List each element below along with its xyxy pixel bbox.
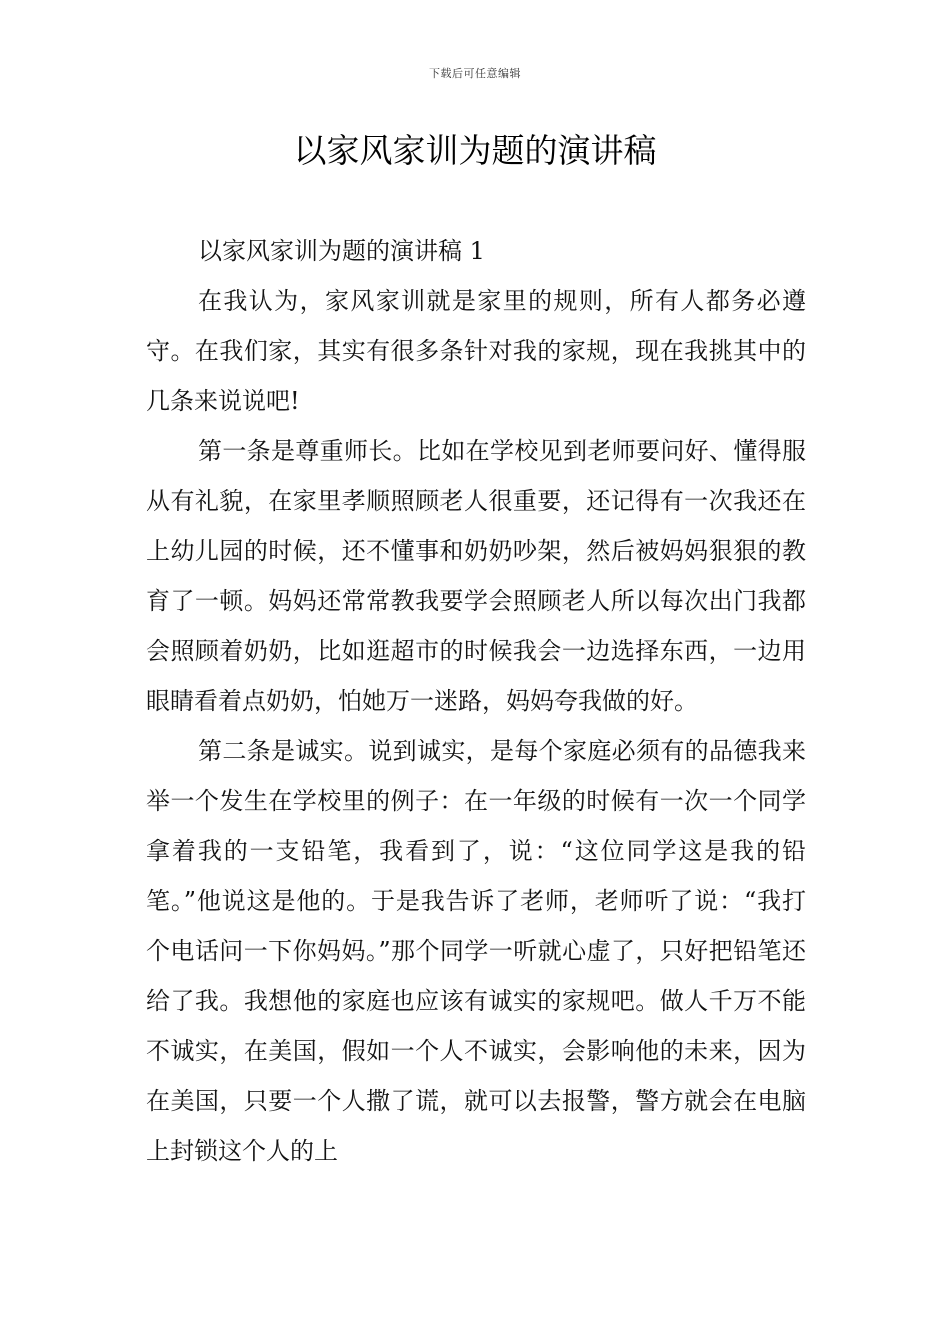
document-title: 以家风家训为题的演讲稿 [293,131,657,170]
paragraph-intro: 在我认为，家风家训就是家里的规则，所有人都务必遵守。在我们家，其实有很多条针对我的家规，现在我挑其中的几条来说说吧! [146,287,806,415]
paragraph-respect-elders: 第一条是尊重师长。比如在学校见到老师要问好、懂得服从有礼貌，在家里孝顺照顾老人很重要，还记得有一次我还在上幼儿园的时候，还不懂事和奶奶吵架，然后被妈妈狠狠的教育了一顿。妈妈还常常教我要学会照顾老人所以每次出门我都会照顾着奶奶，比如逛超市的时候我会一边选择东西，一边用眼睛看着点奶奶，怕她万一迷路，妈妈夸我做的好。 [146,437,806,715]
paragraph-honesty: 第二条是诚实。说到诚实，是每个家庭必须有的品德我来举一个发生在学校里的例子：在一年级的时候有一次一个同学拿着我的一支铅笔，我看到了，说：“这位同学这是我的铅笔。”他说这是他的。于是我告诉了老师，老师听了说：“我打个电话问一下你妈妈。”那个同学一听就心虚了，只好把铅笔还给了我。我想他的家庭也应该有诚实的家规吧。做人千万不能不诚实，在美国，假如一个人不诚实，会影响他的未来，因为在美国，只要一个人撒了谎，就可以去报警，警方就会在电脑上封锁这个人的上 [146,737,806,1165]
header-note: 下载后可任意编辑 [429,67,521,80]
document-body [146,226,806,1176]
section-heading: 以家风家训为题的演讲稿 1 [198,237,485,265]
